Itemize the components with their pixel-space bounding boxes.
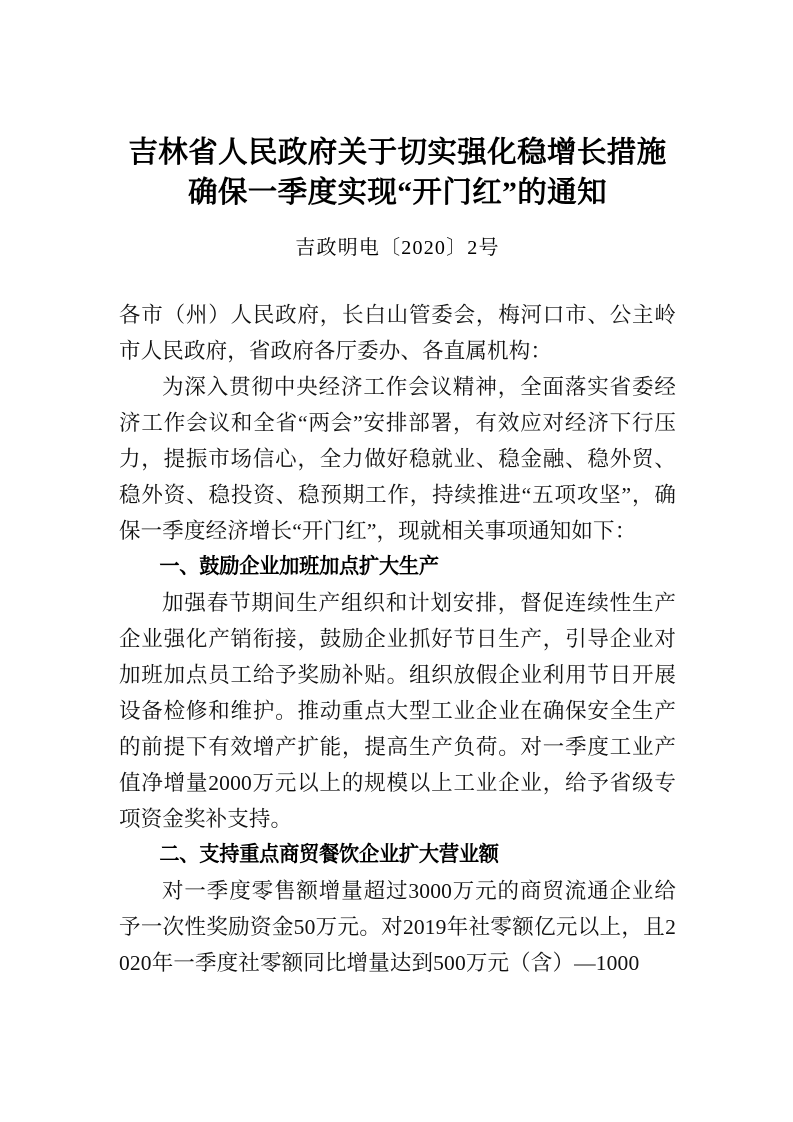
page-title	[119, 0, 676, 213]
section-heading-1: 一、鼓励企业加班加点扩大生产	[159, 555, 439, 578]
title-line-2: 确保一季度实现“开门红”的通知	[187, 177, 607, 209]
section-paragraph-2: 对一季度零售额增量超过3000万元的商贸流通企业给予一次性奖励资金50万元。对2019年社零额亿元以上，且2020年一季度社零额同比增量达到500万元（含）—1000	[119, 879, 676, 975]
section-paragraph-1: 加强春节期间生产组织和计划安排，督促连续性生产企业强化产销衔接，鼓励企业抓好节日生产，引导企业对加班加点员工给予奖励补贴。组织放假企业利用节日开展设备检修和维护。推动重点大型工业企业在确保安全生产的前提下有效增产扩能，提高生产负荷。对一季度工业产值净增量2000万元以上的规模以上工业企业，给予省级专项资金奖补支持。	[119, 591, 676, 831]
preamble-paragraph: 为深入贯彻中央经济工作会议精神，全面落实省委经济工作会议和全省“两会”安排部署，有效应对经济下行压力，提振市场信心，全力做好稳就业、稳金融、稳外贸、稳外资、稳投资、稳预期工作，持续推进“五项攻坚”，确保一季度经济增长“开门红”，现就相关事项通知如下：	[119, 375, 676, 543]
section-heading-2: 二、支持重点商贸餐饮企业扩大营业额	[159, 843, 499, 866]
title-line-1: 吉林省人民政府关于切实强化稳增长措施	[128, 137, 667, 169]
document-number: 吉政明电〔2020〕2号	[295, 237, 500, 259]
document-body	[119, 263, 676, 981]
document-content	[119, 0, 676, 981]
recipients-paragraph: 各市（州）人民政府，长白山管委会，梅河口市、公主岭市人民政府，省政府各厅委办、各直属机构：	[119, 303, 676, 363]
